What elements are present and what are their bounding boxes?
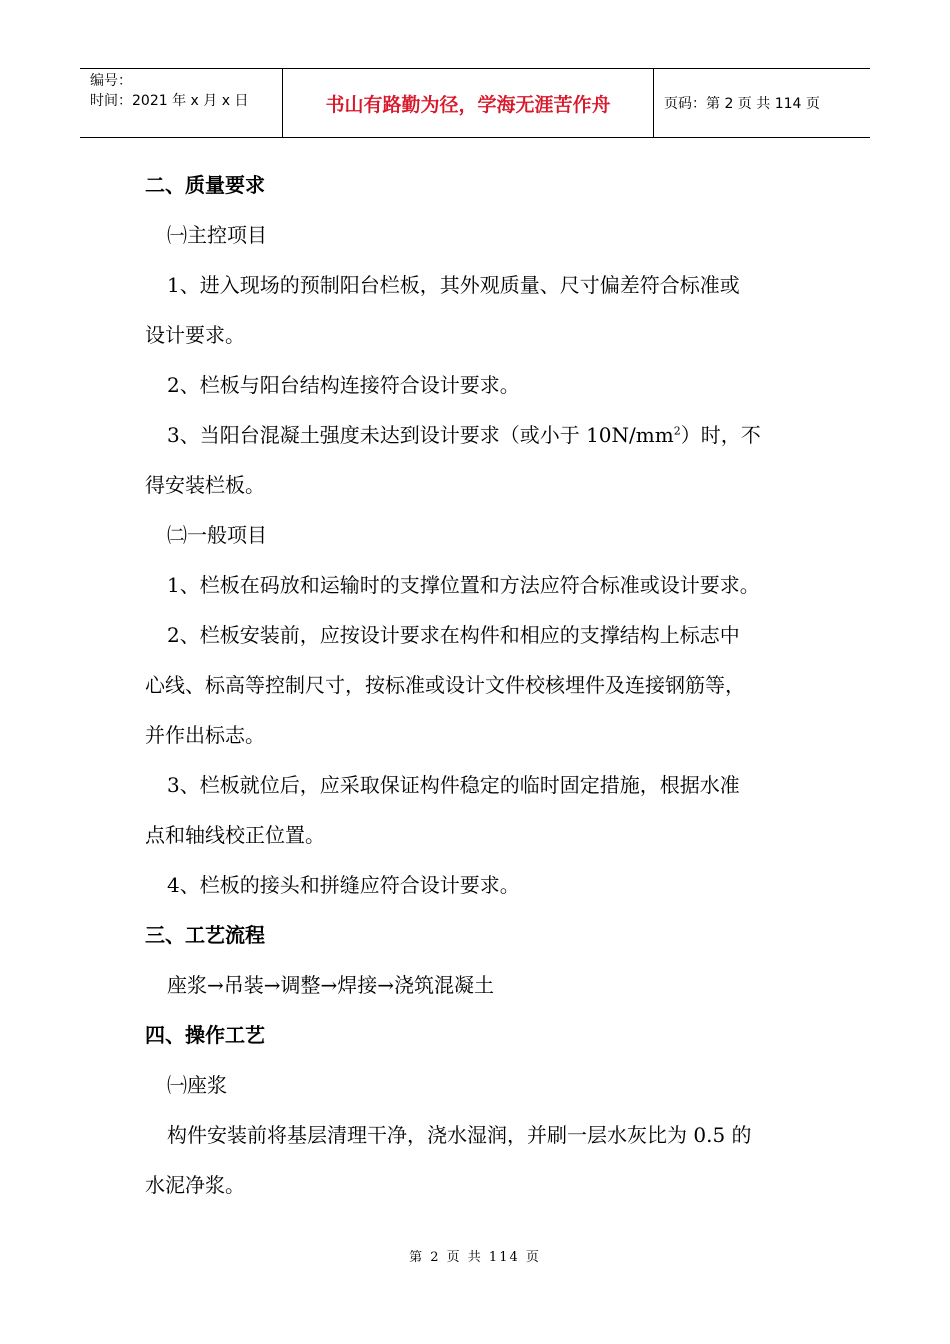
header-motto: 书山有路勤为径，学海无涯苦作舟	[282, 69, 654, 137]
document-date: 时间：2021 年 x 月 x 日	[90, 93, 249, 109]
paragraph: 3、栏板就位后，应采取保证构件稳定的临时固定措施，根据水准	[167, 773, 740, 797]
paragraph-continuation: 设计要求。	[145, 323, 245, 347]
paragraph: 1、栏板在码放和运输时的支撑位置和方法应符合标准或设计要求。	[167, 573, 760, 597]
paragraph: 1、进入现场的预制阳台栏板，其外观质量、尺寸偏差符合标准或	[167, 273, 740, 297]
subsection-heading: ㈠主控项目	[167, 223, 267, 247]
paragraph-text: ）时，不	[680, 423, 761, 447]
subsection-heading: ㈠座浆	[167, 1073, 227, 1097]
process-flow: 座浆→吊装→调整→焊接→浇筑混凝土	[167, 973, 495, 997]
header-page-info: 页码：第 2 页 共 114 页	[664, 96, 820, 112]
header-meta	[80, 69, 282, 137]
paragraph-continuation: 并作出标志。	[145, 723, 265, 747]
section-heading: 四、操作工艺	[145, 1023, 265, 1047]
superscript: 2	[673, 424, 681, 438]
paragraph: 构件安装前将基层清理干净，浇水湿润，并刷一层水灰比为 0.5 的	[167, 1123, 752, 1147]
paragraph-continuation: 心线、标高等控制尺寸，按标准或设计文件校核埋件及连接钢筋等，	[145, 673, 745, 697]
page-footer: 第 2 页 共 114 页	[409, 1250, 541, 1265]
section-heading: 二、质量要求	[145, 173, 265, 197]
paragraph-continuation: 得安装栏板。	[145, 473, 265, 497]
subsection-heading: ㈡一般项目	[167, 523, 267, 547]
paragraph	[145, 410, 825, 460]
section-heading: 三、工艺流程	[145, 923, 265, 947]
document-header	[80, 68, 870, 138]
document-body	[145, 160, 825, 1210]
paragraph: 4、栏板的接头和拼缝应符合设计要求。	[167, 873, 520, 897]
paragraph-continuation: 点和轴线校正位置。	[145, 823, 325, 847]
paragraph: 2、栏板与阳台结构连接符合设计要求。	[167, 373, 520, 397]
document-number-label: 编号：	[90, 73, 132, 89]
paragraph-text: 3、当阳台混凝土强度未达到设计要求（或小于 10N/mm	[167, 423, 674, 447]
paragraph-continuation: 水泥净浆。	[145, 1173, 245, 1197]
paragraph: 2、栏板安装前，应按设计要求在构件和相应的支撑结构上标志中	[167, 623, 740, 647]
